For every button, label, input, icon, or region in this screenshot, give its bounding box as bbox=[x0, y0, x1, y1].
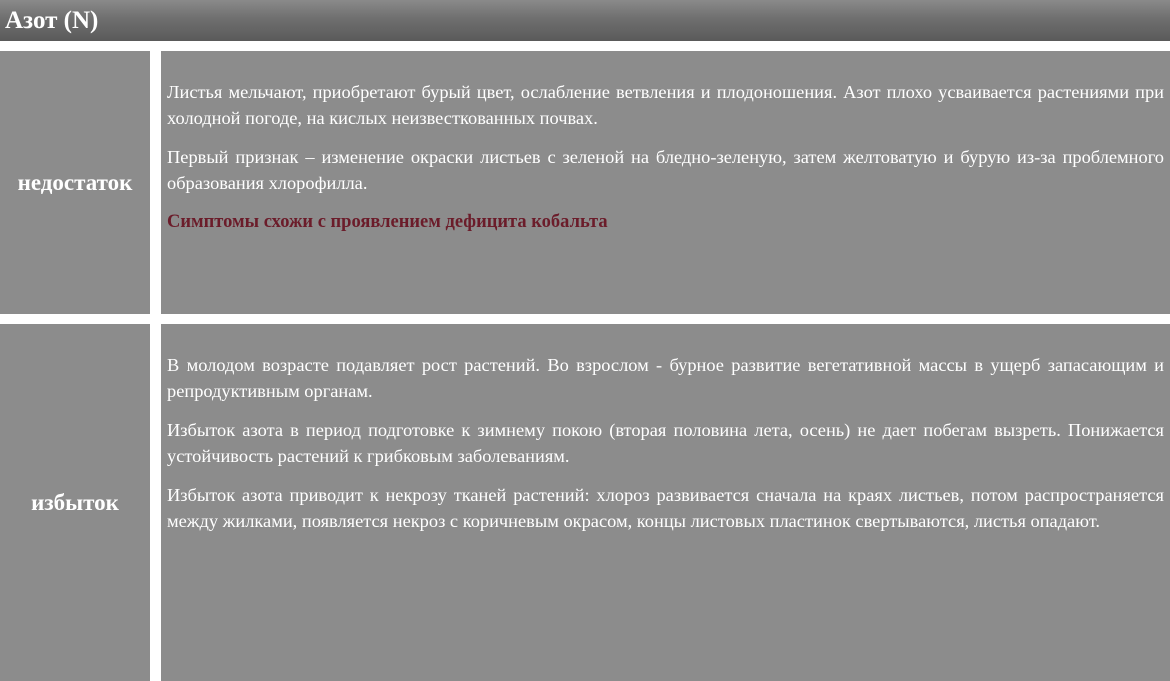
deficiency-note: Симптомы схожи с проявлением дефицита кобальта bbox=[167, 212, 608, 232]
excess-paragraph-1: В молодом возрасте подавляет рост растений. Во взрослом - бурное развитие вегетативной массы в ущерб запасающим и репродуктивным органам. bbox=[167, 355, 1164, 401]
element-title: Азот (N) bbox=[5, 7, 99, 34]
excess-content-cell bbox=[161, 324, 1170, 681]
deficiency-content-cell bbox=[161, 51, 1170, 314]
deficiency-paragraph-2: Первый признак – изменение окраски листьев с зеленой на бледно-зеленую, затем желтоватую и бурую из-за проблемного образования хлорофилла. bbox=[167, 147, 1164, 193]
deficiency-label-cell bbox=[0, 51, 150, 314]
excess-label: избыток bbox=[31, 489, 119, 515]
excess-paragraph-2: Избыток азота в период подготовке к зимнему покою (вторая половина лета, осень) не дает побегам вызреть. Понижается устойчивость растений к грибковым заболеваниям. bbox=[167, 420, 1164, 466]
excess-label-cell bbox=[0, 324, 150, 681]
deficiency-label: недостаток bbox=[17, 169, 133, 195]
deficiency-paragraph-1: Листья мельчают, приобретают бурый цвет, ослабление ветвления и плодоношения. Азот плохо усваивается растениями при холодной погоде, на кислых неизвесткованных почвах. bbox=[167, 82, 1164, 128]
table-header bbox=[0, 0, 1170, 41]
excess-paragraph-3: Избыток азота приводит к некрозу тканей растений: хлороз развивается сначала на краях листьев, потом распространяется между жилками, появляется некроз с коричневым окрасом, концы листовых пластинок свертываются, листья опадают. bbox=[167, 485, 1164, 531]
